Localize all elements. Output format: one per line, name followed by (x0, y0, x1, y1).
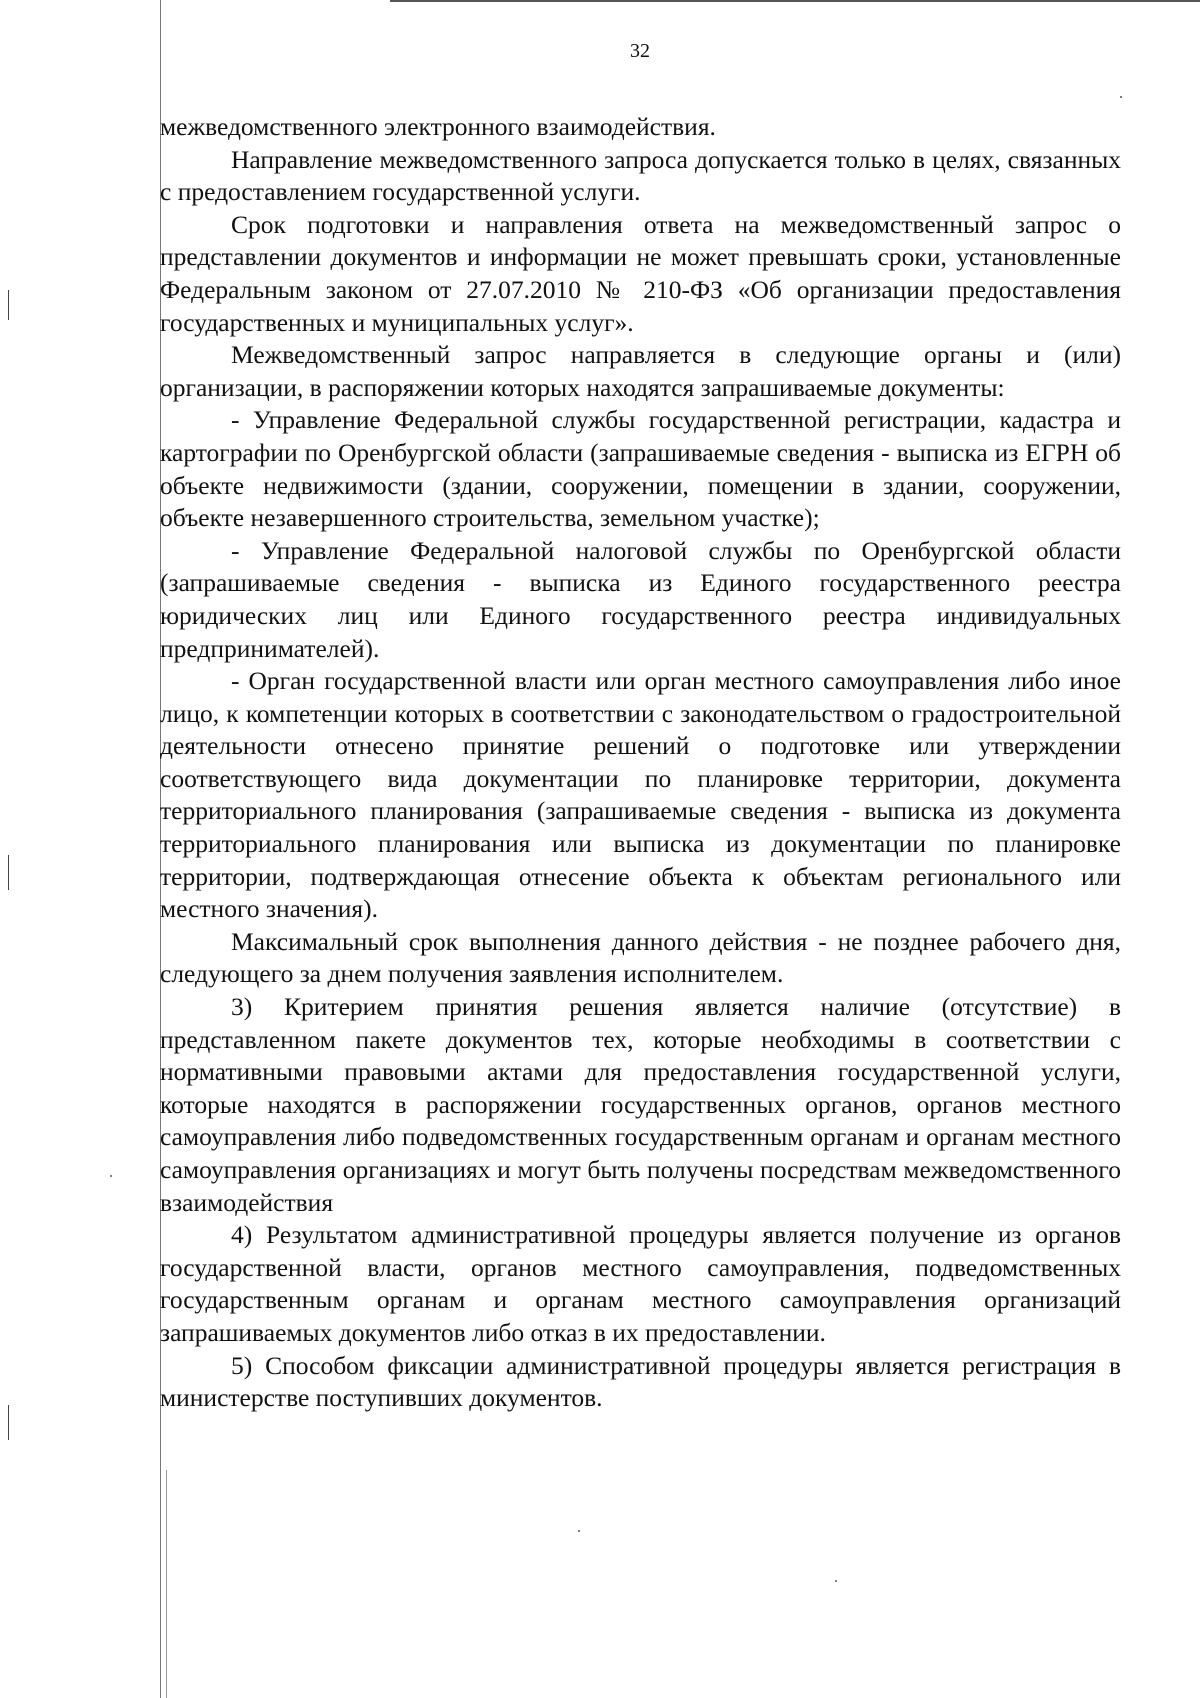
scan-mark (8, 290, 9, 320)
paragraph: Межведомственный запрос направляется в следующие органы и (или) организации, в распоряжении которых находятся запрашиваемые документы: (160, 340, 1121, 402)
paragraph: 4) Результатом административной процедуры является получение из органов государственной власти, органов местного самоуправления, подведомственных государственным органам и органам местного самоуправления организаций запрашиваемых документов либо отказ в их предоставлении. (160, 1220, 1121, 1347)
list-item: - Орган государственной власти или орган местного самоуправления либо иное лицо, к компетенции которых в соответствии с законодательством о градостроительной деятельности отнесено принятие решений о подготовке или утверждении соответствующего вида документации по планировке территории, документа территориального планирования (запрашиваемые сведения - выписка из документа территориального планирования или выписка из документации по планировке территории, подтверждающая отнесение объекта к объектам регионального или местного значения). (160, 666, 1121, 924)
scan-edge-left-lower (166, 1470, 167, 1698)
page-number: 32 (630, 40, 650, 62)
scan-speck (110, 1175, 112, 1177)
paragraph: Максимальный срок выполнения данного действия - не позднее рабочего дня, следующего за днем получения заявления исполнителем. (160, 926, 1121, 989)
document-body (160, 111, 1121, 1415)
paragraph: Срок подготовки и направления ответа на межведомственный запрос о представлении документов и информации не может превышать сроки, установленные Федеральным законом от 27.07.2010 № 210-ФЗ «Об организации предоставления государственных и муниципальных услуг». (160, 209, 1121, 337)
scan-speck (578, 1530, 580, 1532)
paragraph: 5) Способом фиксации административной процедуры является регистрация в министерстве поступивших документов. (160, 1350, 1121, 1413)
paragraph: 3) Критерием принятия решения является наличие (отсутствие) в представленном пакете документов тех, которые необходимы в соответствии с нормативными правовыми актами для предоставления государственной услуги, которые находятся в распоряжении государственных органов, органов местного самоуправления либо подведомственных государственным органам и органам местного самоуправления организациях и могут быть получены посредствам межведомственного взаимодействия (160, 992, 1121, 1217)
scan-speck (835, 1580, 837, 1582)
scan-edge-top (390, 0, 1200, 2)
paragraph: межведомственного электронного взаимодействия. (160, 112, 716, 141)
scan-mark (8, 1405, 9, 1440)
list-item: - Управление Федеральной налоговой службы по Оренбургской области (запрашиваемые сведения - выписка из Единого государственного реестра юридических лиц или Единого государственного реестра индивидуальных предпринимателей). (160, 535, 1121, 663)
paragraph: Направление межведомственного запроса допускается только в целях, связанных с предоставлением государственной услуги. (160, 144, 1121, 207)
scan-speck (1120, 96, 1122, 98)
list-item: - Управление Федеральной службы государственной регистрации, кадастра и картографии по Оренбургской области (запрашиваемые сведения - выписка из ЕГРН об объекте недвижимости (здании, сооружении, помещении в здании, сооружении, объекте незавершенного строительства, земельном участке); (160, 405, 1121, 533)
scan-mark (8, 855, 9, 890)
